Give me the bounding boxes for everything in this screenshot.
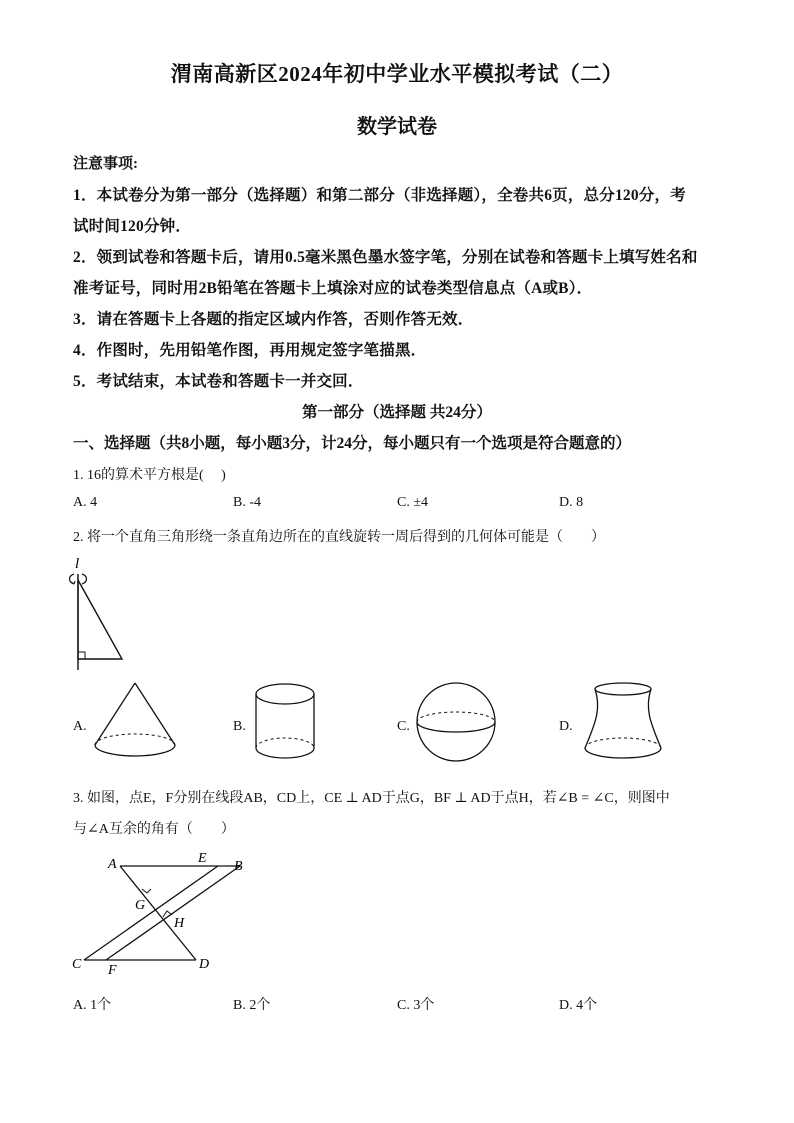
question-2-stem: 2. 将一个直角三角形绕一条直角边所在的直线旋转一周后得到的几何体可能是（ ） [73, 530, 605, 545]
sphere-figure [414, 680, 498, 764]
point-b-label: B [234, 859, 243, 874]
notice-item-1b: 试时间120分钟． [73, 218, 192, 235]
axis-label-l: l [75, 556, 80, 572]
notice-item-2b: 准考证号，同时用2B铅笔在答题卡上填涂对应的试卷类型信息点（A或B）． [73, 280, 593, 297]
hyperboloid-figure [580, 680, 666, 770]
q3-option-c: C. 3个 [397, 998, 435, 1013]
point-c-label: C [72, 957, 82, 972]
geometry-figure-q3 [66, 846, 256, 980]
notice-item-2a: 2．领到试卷和答题卡后，请用0.5毫米黑色墨水签字笔，分别在试卷和答题卡上填写姓名和 [73, 249, 698, 266]
question-3-stem-line1: 3. 如图，点E，F分别在线段AB，CD上，CE ⊥ AD于点G，BF ⊥ AD于点H，若∠B = ∠C，则图中 [73, 791, 670, 806]
cone-figure [92, 680, 178, 770]
point-g-label: G [135, 898, 146, 913]
q1-option-d: D. 8 [559, 495, 584, 510]
q1-option-a: A. 4 [73, 495, 98, 510]
q3-option-a: A. 1个 [73, 998, 112, 1013]
q1-option-c: C. ±4 [397, 495, 429, 510]
rotating-triangle-figure [66, 552, 136, 672]
q1-option-b: B. -4 [233, 495, 261, 510]
notice-item-5: 5．考试结束，本试卷和答题卡一并交回． [73, 373, 364, 390]
q2-option-c: C. [397, 719, 410, 734]
notice-item-1a: 1．本试卷分为第一部分（选择题）和第二部分（非选择题），全卷共6页，总分120分，考 [73, 187, 686, 204]
point-h-label: H [174, 916, 185, 931]
question-1-stem: 1. 16的算术平方根是( ) [73, 468, 226, 483]
exam-subtitle: 数学试卷 [357, 116, 437, 138]
question-3-stem-line2: 与∠A互余的角有（ ） [73, 822, 235, 837]
notice-heading: 注意事项: [73, 156, 138, 172]
part-one-title: 第一部分（选择题 共24分） [302, 404, 492, 421]
q3-option-b: B. 2个 [233, 998, 271, 1013]
point-e-label: E [198, 851, 207, 866]
exam-title: 渭南高新区2024年初中学业水平模拟考试（二） [170, 62, 624, 86]
point-a-label: A [108, 857, 117, 872]
point-f-label: F [108, 963, 117, 978]
notice-item-4: 4．作图时，先用铅笔作图，再用规定签字笔描黑． [73, 342, 427, 359]
q2-option-a: A. [73, 719, 87, 734]
point-d-label: D [199, 957, 210, 972]
section-one-title: 一、选择题（共8小题，每小题3分，计24分，每小题只有一个选项是符合题意的） [73, 435, 632, 452]
q2-option-b: B. [233, 719, 246, 734]
cylinder-figure [252, 680, 322, 770]
q3-option-d: D. 4个 [559, 998, 598, 1013]
q2-option-d: D. [559, 719, 573, 734]
notice-item-3: 3．请在答题卡上各题的指定区域内作答，否则作答无效． [73, 311, 474, 328]
